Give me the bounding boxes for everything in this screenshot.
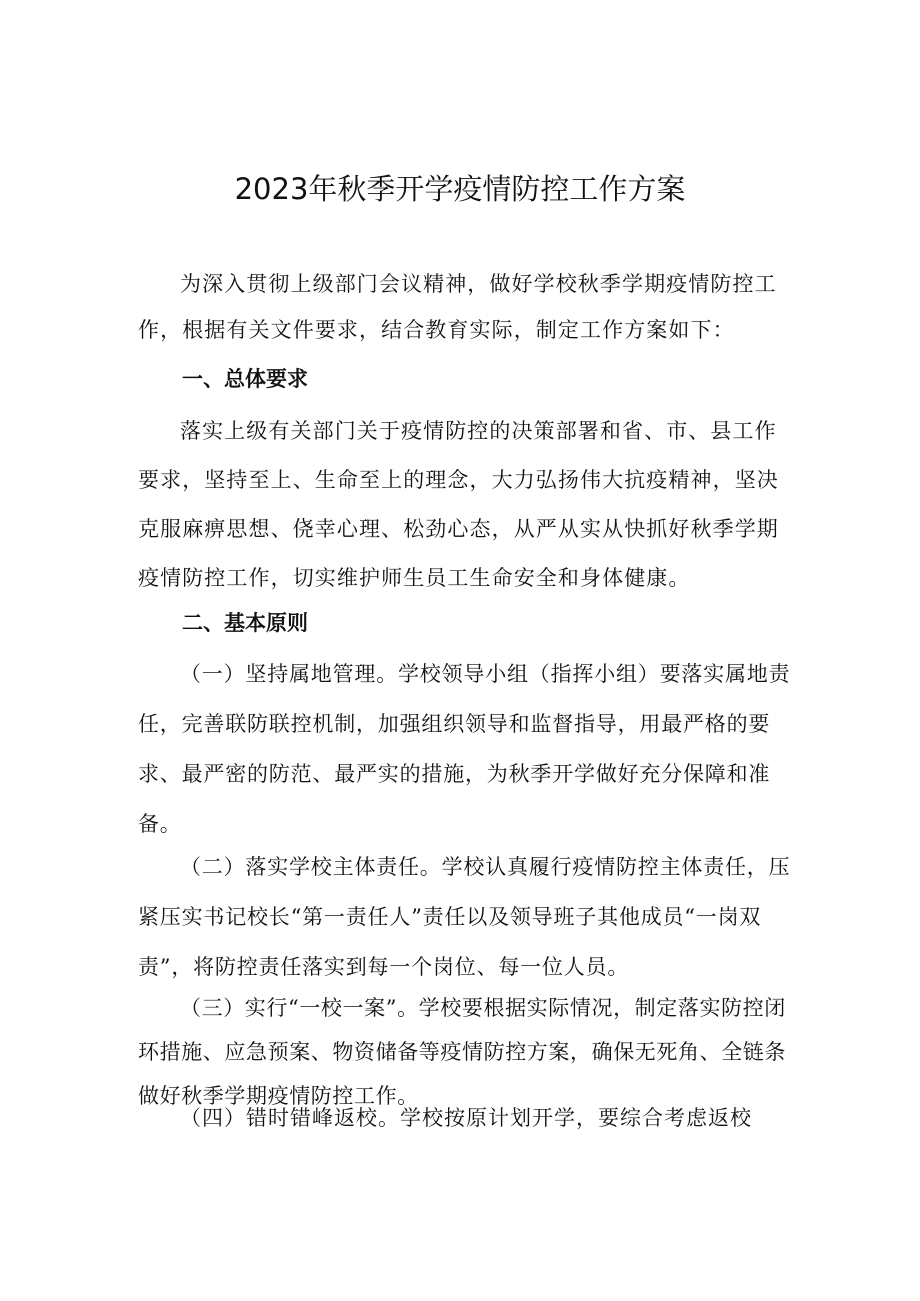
intro-paragraph: 为深入贯彻上级部门会议精神，做好学校秋季学期疫情防控工作，根据有关文件要求，结合教育实际，制定工作方案如下： (138, 272, 777, 342)
principle-paragraph-3: （三）实行“一校一案”。学校要根据实际情况，制定落实防控闭环措施、应急预案、物资储备等疫情防控方案，确保无死角、全链条做好秋季学期疫情防控工作。 (138, 996, 786, 1108)
principle-paragraph-1: （一）坚持属地管理。学校领导小组（指挥小组）要落实属地责任，完善联防联控机制，加强组织领导和监督指导，用最严格的要求、最严密的防范、最严实的措施，为秋季开学做好充分保障和准备。 (138, 662, 791, 836)
principle-paragraph-2: （二）落实学校主体责任。学校认真履行疫情防控主体责任，压紧压实书记校长“第一责任人”责任以及领导班子其他成员“一岗双责”，将防控责任落实到每一个岗位、每一位人员。 (138, 855, 791, 979)
section-heading-general-requirements: 一、总体要求 (182, 367, 308, 391)
principle-paragraph-4: （四）错时错峰返校。学校按原计划开学，要综合考虑返校 (180, 1106, 752, 1130)
document-title: 2023年秋季开学疫情防控工作方案 (234, 172, 686, 206)
section-heading-basic-principles: 二、基本原则 (182, 611, 308, 635)
section-paragraph-general-requirements: 落实上级有关部门关于疫情防控的决策部署和省、市、县工作要求，坚持至上、生命至上的理念，大力弘扬伟大抗疫精神，坚决克服麻痹思想、侥幸心理、松劲心态，从严从实从快抓好秋季学期疫情防控工作，切实维护师生员工生命安全和身体健康。 (138, 419, 779, 590)
